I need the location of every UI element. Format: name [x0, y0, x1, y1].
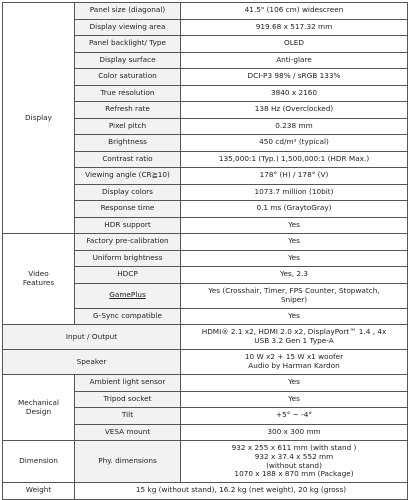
table-row [3, 234, 408, 251]
value-line: HDMI® 2.1 x2, HDMI 2.0 x2, DisplayPort™ 1.4 , 4x [201, 327, 387, 337]
row-label: True resolution [75, 85, 181, 102]
row-label: Phy. dimensions [75, 441, 181, 483]
row-value: 135,000:1 (Typ.) 1,500,000:1 (HDR Max.) [181, 151, 408, 168]
spec-table [2, 2, 408, 500]
value-line: (without stand) [266, 460, 322, 470]
row-label: Refresh rate [75, 102, 181, 119]
row-label: HDCP [75, 267, 181, 284]
row-label: Tripod socket [75, 391, 181, 408]
row-label: Input / Output [3, 325, 181, 350]
row-value: Anti-glare [181, 52, 408, 69]
row-value: 450 cd/m² (typical) [181, 135, 408, 152]
value-line: USB 3.2 Gen 1 Type-A [254, 336, 334, 345]
row-label: Viewing angle (CR≧10) [75, 168, 181, 185]
value-line: 1070 x 188 x 870 mm (Package) [234, 469, 354, 479]
row-value: 0.238 mm [181, 118, 408, 135]
row-value: 41.5" (106 cm) widescreen [181, 3, 408, 20]
row-value: 919.68 x 517.32 mm [181, 19, 408, 36]
value-line: Sniper) [280, 294, 308, 304]
category-dimension: Dimension [3, 441, 75, 483]
value-line: 932 x 37.4 x 552 mm [254, 451, 334, 461]
row-label: Uniform brightness [75, 250, 181, 267]
row-label: Ambient light sensor [75, 375, 181, 392]
row-label: HDR support [75, 217, 181, 234]
row-label: Panel size (diagonal) [75, 3, 181, 20]
table-row [3, 375, 408, 392]
category-display: Display [3, 3, 75, 234]
row-label: VESA mount [75, 424, 181, 441]
row-label: Display surface [75, 52, 181, 69]
spec-sheet [2, 2, 407, 495]
value-line: Audio by Harman Kardon [248, 361, 340, 370]
row-value: 138 Hz (Overclocked) [181, 102, 408, 119]
row-value: Yes [181, 308, 408, 325]
value-line: 932 x 255 x 611 mm (with stand ) [231, 443, 357, 452]
row-label: Speaker [3, 350, 181, 375]
row-value: +5° ~ -4° [181, 408, 408, 425]
gameplus-label: GamePlus [109, 290, 146, 300]
row-label: Display viewing area [75, 19, 181, 36]
row-label: Factory pre-calibration [75, 234, 181, 251]
row-value: 300 x 300 mm [181, 424, 408, 441]
row-value: Yes [181, 250, 408, 267]
row-label: Contrast ratio [75, 151, 181, 168]
row-label: G-Sync compatible [75, 308, 181, 325]
category-video-features [3, 234, 75, 325]
table-row [3, 441, 408, 483]
row-label: Display colors [75, 184, 181, 201]
row-label: Panel backlight/ Type [75, 36, 181, 53]
category-weight: Weight [3, 483, 75, 500]
row-value [181, 283, 408, 308]
row-value: 0.1 ms (GraytoGray) [181, 201, 408, 218]
row-value: Yes, 2.3 [181, 267, 408, 284]
row-value: Yes [181, 234, 408, 251]
row-label: Pixel pitch [75, 118, 181, 135]
row-value: 178° (H) / 178° (V) [181, 168, 408, 185]
row-label: Color saturation [75, 69, 181, 86]
row-value: Yes [181, 217, 408, 234]
value-line: 10 W x2 + 15 W x1 woofer [244, 352, 344, 362]
row-value: Yes [181, 391, 408, 408]
category-line: Mechanical [17, 397, 60, 407]
table-row [3, 3, 408, 20]
row-value [181, 441, 408, 483]
row-value: 1073.7 million (10bit) [181, 184, 408, 201]
row-label: Tilt [75, 408, 181, 425]
category-line: Design [25, 406, 52, 416]
category-line: Video [28, 269, 49, 279]
row-value [181, 325, 408, 350]
table-row [3, 350, 408, 375]
row-value: OLED [181, 36, 408, 53]
category-line: Features [22, 278, 55, 287]
row-value: Yes [181, 375, 408, 392]
row-label: Response time [75, 201, 181, 218]
row-value [181, 350, 408, 375]
row-value: 3840 x 2160 [181, 85, 408, 102]
row-label [75, 283, 181, 308]
value-line: Yes (Crosshair, Timer, FPS Counter, Stopwatch, [208, 285, 380, 295]
row-label: Brightness [75, 135, 181, 152]
table-row [3, 325, 408, 350]
row-value: 15 kg (without stand), 16.2 kg (net weight), 20 kg (gross) [75, 483, 408, 500]
category-mechanical-design [3, 375, 75, 441]
row-value: DCI-P3 98% / sRGB 133% [181, 69, 408, 86]
